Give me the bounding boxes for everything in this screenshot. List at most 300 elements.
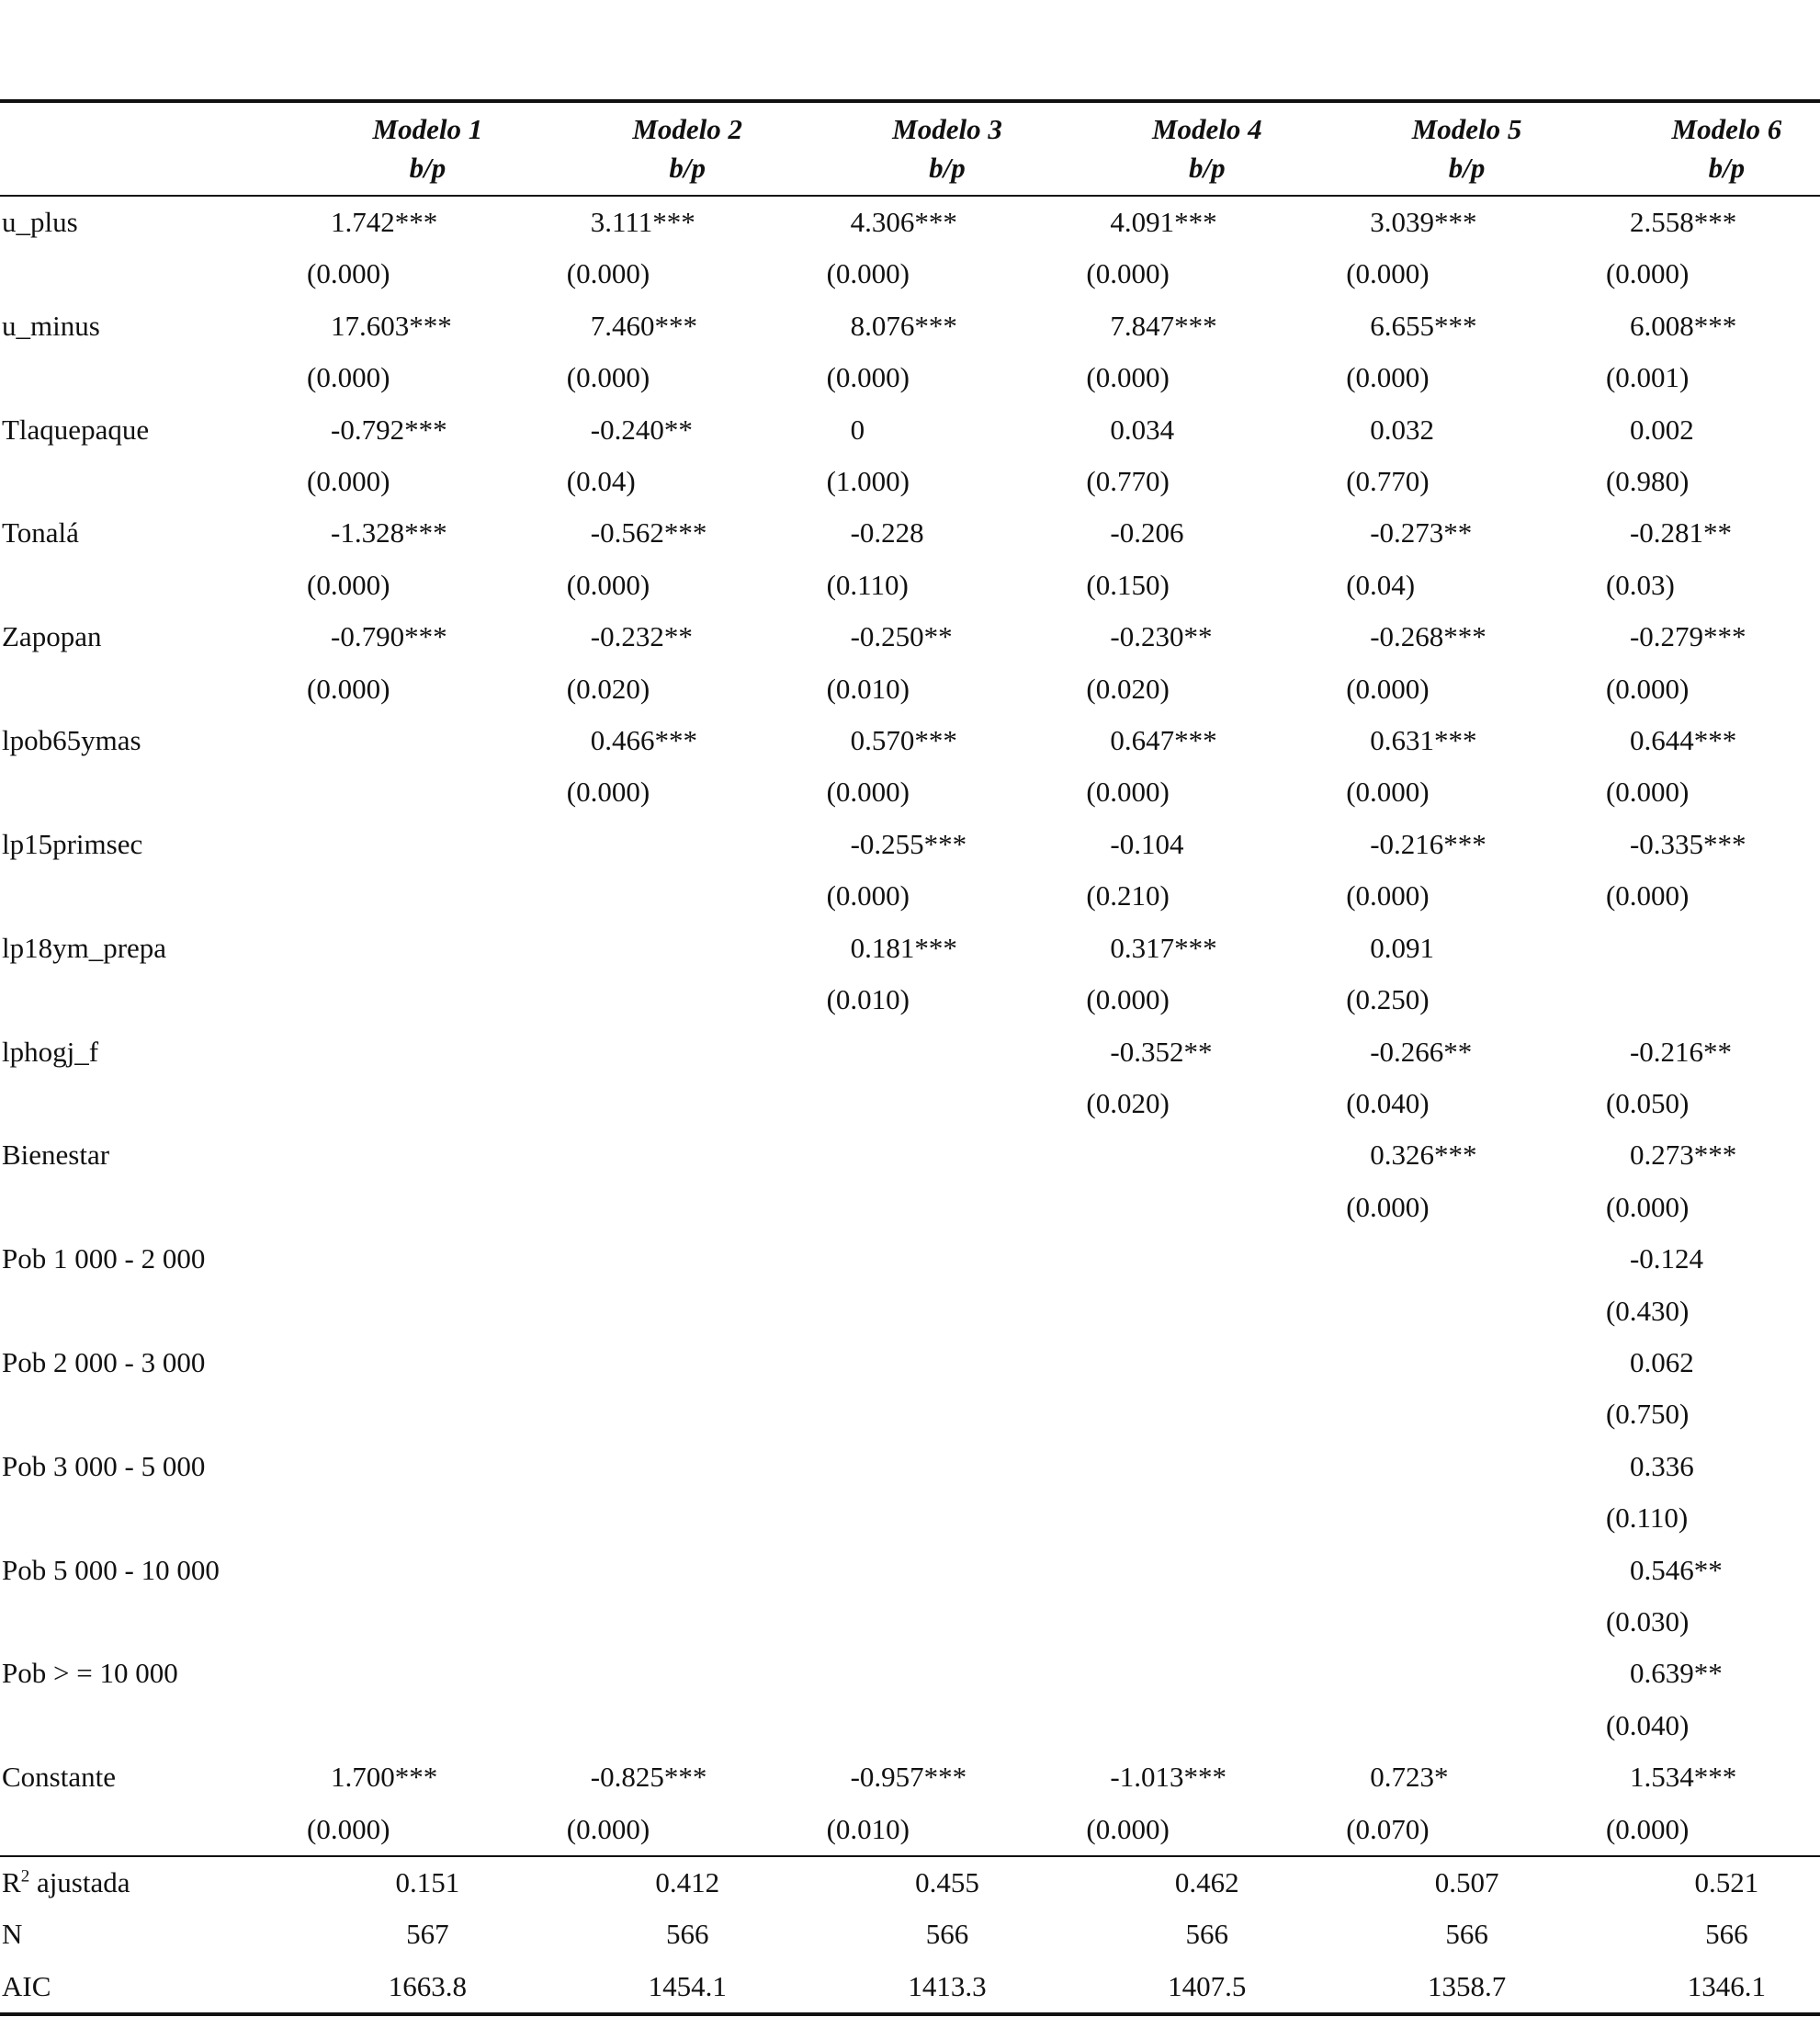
coefficient-cell: 0.644*** [1629, 724, 1737, 757]
pvalue-cell [818, 1492, 1078, 1544]
table-row-coefficient [0, 507, 1820, 559]
table-row-coefficient [0, 611, 1820, 663]
regression-table [0, 99, 1820, 2016]
stats-label-superscript: 2 [20, 1866, 30, 1887]
pvalue-cell [1337, 1700, 1597, 1751]
pvalue-cell [1077, 1596, 1337, 1648]
pvalue-cell [1337, 1596, 1597, 1648]
stats-value-cell: 0.412 [558, 1856, 818, 1909]
pvalue-cell [1077, 1182, 1337, 1233]
coefficient-cell: -0.825*** [590, 1761, 707, 1794]
pvalue-cell: (0.000) [1086, 983, 1170, 1016]
coefficient-cell: -0.230** [1110, 620, 1213, 653]
coefficient-cell: 17.603*** [331, 309, 452, 342]
coefficient-cell [1077, 1648, 1337, 1699]
header-model: Modelo 1 [298, 101, 558, 149]
pvalue-cell: (0.04) [566, 465, 636, 498]
pvalue-cell: (0.001) [1605, 361, 1690, 394]
coefficient-cell: -0.352** [1110, 1035, 1213, 1068]
pvalue-cell [298, 1700, 558, 1751]
pvalue-cell: (0.000) [826, 776, 910, 809]
table-row-pvalue [0, 1596, 1820, 1648]
pvalue-cell: (0.000) [566, 776, 650, 809]
pvalue-cell: (0.000) [1086, 361, 1170, 394]
pvalue-cell [298, 1182, 558, 1233]
table-row-coefficient [0, 1337, 1820, 1388]
row-label-blank [0, 1182, 298, 1233]
coefficient-cell: 0.032 [1370, 413, 1434, 446]
coefficient-cell: 7.460*** [590, 309, 698, 342]
pvalue-cell: (0.010) [826, 1812, 910, 1845]
pvalue-cell: (0.000) [307, 1812, 390, 1845]
table-row-pvalue [0, 1182, 1820, 1233]
coefficient-cell [818, 1545, 1078, 1596]
pvalue-cell: (0.000) [1346, 672, 1430, 705]
pvalue-cell: (0.750) [1605, 1398, 1690, 1431]
pvalue-cell: (0.770) [1086, 465, 1170, 498]
coefficient-cell [1337, 1441, 1597, 1492]
coefficient-cell: 0.317*** [1110, 931, 1217, 964]
pvalue-cell: (0.000) [307, 568, 390, 601]
row-label: u_plus [2, 206, 78, 238]
pvalue-cell: (0.210) [1086, 879, 1170, 912]
stats-value-cell: 567 [406, 1918, 449, 1951]
pvalue-cell: (0.000) [307, 672, 390, 705]
coefficient-cell [298, 1337, 558, 1388]
pvalue-cell: (0.020) [566, 672, 650, 705]
stats-value-cell: 0.521 [1597, 1856, 1820, 1909]
coefficient-cell: 0.546** [1629, 1553, 1723, 1586]
row-label-blank [0, 1804, 298, 1856]
row-label-blank [0, 248, 298, 300]
pvalue-cell: (0.040) [1346, 1086, 1430, 1119]
header-model: Modelo 4 [1077, 101, 1337, 149]
coefficient-cell [818, 1026, 1078, 1078]
pvalue-cell [818, 1700, 1078, 1751]
coefficient-cell: 3.039*** [1370, 206, 1477, 238]
table-row-pvalue [0, 456, 1820, 507]
coefficient-cell [818, 1441, 1078, 1492]
coefficient-cell [298, 923, 558, 974]
pvalue-cell [1077, 1286, 1337, 1337]
row-label-blank [0, 1492, 298, 1544]
table-row-pvalue [0, 248, 1820, 300]
pvalue-cell: (0.050) [1605, 1086, 1690, 1119]
header-model: Modelo 2 [558, 101, 818, 149]
coefficient-cell [1077, 1441, 1337, 1492]
coefficient-cell: 0.273*** [1629, 1139, 1737, 1172]
coefficient-cell [298, 1648, 558, 1699]
coefficient-cell: -0.232** [590, 620, 693, 653]
row-label-blank [0, 352, 298, 403]
pvalue-cell [818, 1286, 1078, 1337]
regression-table-container [0, 99, 1820, 2016]
coefficient-cell [1077, 1337, 1337, 1388]
coefficient-cell: 1.700*** [331, 1761, 438, 1794]
pvalue-cell [298, 1492, 558, 1544]
table-row-coefficient [0, 715, 1820, 766]
coefficient-cell: -0.562*** [590, 516, 707, 550]
row-label-blank [0, 1286, 298, 1337]
pvalue-cell: (0.430) [1605, 1294, 1690, 1327]
coefficient-cell: 6.655*** [1370, 309, 1477, 342]
table-row-coefficient [0, 819, 1820, 870]
row-label-blank [0, 1078, 298, 1129]
coefficient-cell: 6.008*** [1629, 309, 1737, 342]
coefficient-cell: 0.639** [1629, 1657, 1723, 1690]
row-label: Constante [2, 1761, 116, 1794]
pvalue-cell [298, 766, 558, 818]
coefficient-cell: 2.558*** [1629, 206, 1737, 238]
stats-label-rest: ajustada [29, 1866, 130, 1898]
table-row-pvalue [0, 1286, 1820, 1337]
header-model: Modelo 5 [1337, 101, 1597, 149]
coefficient-cell [298, 1545, 558, 1596]
coefficient-cell [1337, 1233, 1597, 1285]
coefficient-cell [1077, 1129, 1337, 1181]
row-label: Tlaquepaque [2, 413, 150, 446]
coefficient-cell [558, 819, 818, 870]
table-row-coefficient [0, 923, 1820, 974]
row-label: lp15primsec [2, 827, 143, 860]
row-label: Pob > = 10 000 [2, 1657, 178, 1690]
stats-value-cell: 1346.1 [1597, 1961, 1820, 2014]
pvalue-cell [1337, 1492, 1597, 1544]
pvalue-cell: (0.000) [1086, 257, 1170, 290]
pvalue-cell [1337, 1388, 1597, 1440]
header-subheader: b/p [1337, 149, 1597, 196]
pvalue-cell: (0.03) [1605, 568, 1675, 601]
coefficient-cell [298, 1129, 558, 1181]
pvalue-cell [558, 1388, 818, 1440]
coefficient-cell: -0.957*** [850, 1761, 967, 1794]
pvalue-cell [558, 1700, 818, 1751]
header-subheader: b/p [1077, 149, 1337, 196]
pvalue-cell: (0.150) [1086, 568, 1170, 601]
stats-value-cell: 566 [1445, 1918, 1488, 1951]
coefficient-cell: -0.790*** [331, 620, 447, 653]
pvalue-cell [558, 1492, 818, 1544]
pvalue-cell: (0.030) [1605, 1604, 1690, 1637]
stats-label [0, 1961, 298, 2014]
pvalue-cell: (0.250) [1346, 983, 1430, 1016]
stats-value-cell: 566 [1705, 1918, 1748, 1951]
pvalue-cell: (0.000) [826, 361, 910, 394]
coefficient-cell [558, 923, 818, 974]
coefficient-cell: 0 [850, 413, 865, 446]
coefficient-cell: -0.273** [1370, 516, 1473, 550]
stats-value-cell: 0.507 [1337, 1856, 1597, 1909]
pvalue-cell [298, 974, 558, 1025]
table-header [0, 101, 1820, 196]
header-subheader: b/p [558, 149, 818, 196]
row-label-blank [0, 1388, 298, 1440]
coefficient-cell [298, 1233, 558, 1285]
coefficient-cell [558, 1441, 818, 1492]
coefficient-cell: 1.742*** [331, 206, 438, 238]
header-row-models [0, 101, 1820, 149]
coefficient-cell: -1.328*** [331, 516, 447, 550]
pvalue-cell: (0.020) [1086, 672, 1170, 705]
pvalue-cell [818, 1388, 1078, 1440]
coefficient-cell: 0.723* [1370, 1761, 1449, 1794]
pvalue-cell: (0.000) [307, 465, 390, 498]
pvalue-cell: (0.000) [1605, 879, 1690, 912]
coefficient-cell: 0.002 [1629, 413, 1694, 446]
pvalue-cell: (0.000) [1605, 257, 1690, 290]
stats-label-main: AIC [2, 1969, 51, 2002]
stats-value-cell: 1454.1 [558, 1961, 818, 2014]
table-row-coefficient [0, 1233, 1820, 1285]
pvalue-cell [818, 1182, 1078, 1233]
coefficient-cell: 0.062 [1629, 1345, 1694, 1378]
coefficient-cell: -0.792*** [331, 413, 447, 446]
coefficient-cell [558, 1026, 818, 1078]
coefficient-cell: 0.091 [1370, 931, 1434, 964]
coefficient-cell [298, 819, 558, 870]
stats-value-cell: 566 [925, 1918, 969, 1951]
coefficient-cell: 0.034 [1110, 413, 1175, 446]
pvalue-cell [1337, 1286, 1597, 1337]
row-label: Pob 5 000 - 10 000 [2, 1553, 220, 1586]
coefficient-cell: -1.013*** [1110, 1761, 1227, 1794]
pvalue-cell: (0.010) [826, 672, 910, 705]
pvalue-cell [298, 870, 558, 922]
coefficient-cell: 7.847*** [1110, 309, 1217, 342]
coefficient-cell [1077, 1545, 1337, 1596]
coefficient-cell [558, 1545, 818, 1596]
coefficient-cell [558, 1648, 818, 1699]
pvalue-cell: (0.770) [1346, 465, 1430, 498]
stats-value-cell: 1358.7 [1337, 1961, 1597, 2014]
stats-value-cell: 1407.5 [1077, 1961, 1337, 2014]
stats-value-cell: 566 [665, 1918, 709, 1951]
row-label: u_minus [2, 309, 100, 342]
pvalue-cell [1077, 1388, 1337, 1440]
pvalue-cell: (0.000) [1346, 361, 1430, 394]
pvalue-cell [818, 1078, 1078, 1129]
row-label: Pob 2 000 - 3 000 [2, 1345, 206, 1378]
pvalue-cell: (0.000) [566, 568, 650, 601]
table-row-pvalue [0, 1492, 1820, 1544]
coefficient-cell [1337, 1648, 1597, 1699]
pvalue-cell [558, 1182, 818, 1233]
coefficient-cell [1337, 1545, 1597, 1596]
stats-label [0, 1856, 298, 1909]
pvalue-cell: (0.980) [1605, 465, 1690, 498]
pvalue-cell: (0.04) [1346, 568, 1416, 601]
coefficient-cell: -0.266** [1370, 1035, 1473, 1068]
coefficient-cell: -0.104 [1110, 827, 1184, 860]
pvalue-cell [558, 1078, 818, 1129]
coefficient-cell: -0.240** [590, 413, 693, 446]
header-subheader: b/p [1597, 149, 1820, 196]
coefficient-cell: 0.326*** [1370, 1139, 1477, 1172]
row-label: Tonalá [2, 516, 79, 550]
stats-row [0, 1856, 1820, 1909]
header-row-subheader [0, 149, 1820, 196]
row-label: Zapopan [2, 620, 102, 653]
row-label-blank [0, 974, 298, 1025]
coefficient-cell: 0.570*** [850, 724, 957, 757]
stats-row [0, 1961, 1820, 2014]
table-row-pvalue [0, 870, 1820, 922]
pvalue-cell: (0.000) [1346, 1190, 1430, 1223]
row-label: Pob 3 000 - 5 000 [2, 1449, 206, 1482]
row-label-blank [0, 766, 298, 818]
stats-label [0, 1909, 298, 1960]
pvalue-cell: (0.020) [1086, 1086, 1170, 1119]
pvalue-cell: (0.000) [1086, 776, 1170, 809]
pvalue-cell: (0.000) [1346, 776, 1430, 809]
pvalue-cell: (0.070) [1346, 1812, 1430, 1845]
coefficient-cell: -0.335*** [1629, 827, 1747, 860]
coefficient-cell: 8.076*** [850, 309, 957, 342]
pvalue-cell [818, 1596, 1078, 1648]
table-row-pvalue [0, 663, 1820, 715]
coefficient-cell [558, 1233, 818, 1285]
table-row-pvalue [0, 766, 1820, 818]
table-row-coefficient [0, 404, 1820, 456]
coefficient-cell: 4.306*** [850, 206, 957, 238]
header-model: Modelo 3 [818, 101, 1078, 149]
pvalue-cell: (1.000) [826, 465, 910, 498]
table-row-pvalue [0, 560, 1820, 611]
pvalue-cell [1077, 1700, 1337, 1751]
pvalue-cell: (0.000) [1346, 879, 1430, 912]
table-row-pvalue [0, 974, 1820, 1025]
table-row-pvalue [0, 1804, 1820, 1856]
coefficient-cell: 0.647*** [1110, 724, 1217, 757]
pvalue-cell: (0.000) [566, 1812, 650, 1845]
coefficient-cell [298, 715, 558, 766]
row-label-blank [0, 456, 298, 507]
pvalue-cell [558, 1286, 818, 1337]
pvalue-cell [1597, 974, 1820, 1025]
pvalue-cell: (0.110) [826, 568, 909, 601]
table-row-coefficient [0, 1026, 1820, 1078]
pvalue-cell: (0.000) [826, 879, 910, 912]
table-row-coefficient [0, 1441, 1820, 1492]
coefficient-cell: -0.206 [1110, 516, 1184, 550]
header-blank [0, 149, 298, 196]
pvalue-cell: (0.000) [566, 257, 650, 290]
stats-value-cell: 0.151 [298, 1856, 558, 1909]
coefficient-cell: -0.268*** [1370, 620, 1487, 653]
pvalue-cell [298, 1388, 558, 1440]
coefficient-cell: -0.216*** [1370, 827, 1487, 860]
coefficient-cell: -0.216** [1629, 1035, 1733, 1068]
pvalue-cell: (0.000) [1605, 1190, 1690, 1223]
coefficient-cell: 0.336 [1629, 1449, 1694, 1482]
coefficient-cell [1597, 923, 1820, 974]
row-label-blank [0, 560, 298, 611]
stats-label-main: N [2, 1918, 23, 1951]
table-row-coefficient [0, 196, 1820, 248]
coefficient-cell: 1.534*** [1629, 1761, 1737, 1794]
coefficient-cell [818, 1337, 1078, 1388]
row-label-blank [0, 870, 298, 922]
row-label: Pob 1 000 - 2 000 [2, 1242, 206, 1275]
coefficient-cell [1077, 1233, 1337, 1285]
pvalue-cell [558, 1596, 818, 1648]
table-row-coefficient [0, 1751, 1820, 1803]
row-label: lphogj_f [2, 1035, 99, 1068]
pvalue-cell [558, 870, 818, 922]
pvalue-cell: (0.000) [1605, 776, 1690, 809]
header-blank [0, 101, 298, 149]
coefficient-cell [558, 1337, 818, 1388]
stats-label-main: R [2, 1866, 21, 1898]
coefficient-cell: -0.279*** [1629, 620, 1747, 653]
table-body [0, 196, 1820, 1856]
pvalue-cell [298, 1078, 558, 1129]
row-label: lp18ym_prepa [2, 931, 167, 964]
table-row-pvalue [0, 352, 1820, 403]
coefficient-cell [298, 1441, 558, 1492]
pvalue-cell: (0.000) [566, 361, 650, 394]
table-row-coefficient [0, 1129, 1820, 1181]
coefficient-cell: 4.091*** [1110, 206, 1217, 238]
coefficient-cell: -0.228 [850, 516, 924, 550]
pvalue-cell: (0.010) [826, 983, 910, 1016]
pvalue-cell: (0.110) [1605, 1501, 1689, 1535]
pvalue-cell [298, 1286, 558, 1337]
table-row-pvalue [0, 1078, 1820, 1129]
pvalue-cell: (0.000) [307, 361, 390, 394]
stats-value-cell: 566 [1185, 1918, 1229, 1951]
pvalue-cell: (0.000) [1086, 1812, 1170, 1845]
stats-row [0, 1909, 1820, 1960]
coefficient-cell [818, 1648, 1078, 1699]
table-row-pvalue [0, 1388, 1820, 1440]
coefficient-cell [818, 1233, 1078, 1285]
table-stats [0, 1856, 1820, 2014]
row-label: lpob65ymas [2, 724, 141, 757]
coefficient-cell: 0.631*** [1370, 724, 1477, 757]
table-row-coefficient [0, 1648, 1820, 1699]
coefficient-cell [1337, 1337, 1597, 1388]
coefficient-cell: -0.281** [1629, 516, 1733, 550]
coefficient-cell [298, 1026, 558, 1078]
row-label-blank [0, 1700, 298, 1751]
table-row-coefficient [0, 300, 1820, 352]
coefficient-cell: 0.466*** [590, 724, 698, 757]
stats-value-cell: 1663.8 [298, 1961, 558, 2014]
header-subheader: b/p [818, 149, 1078, 196]
stats-value-cell: 1413.3 [818, 1961, 1078, 2014]
pvalue-cell [558, 974, 818, 1025]
coefficient-cell: 0.181*** [850, 931, 957, 964]
pvalue-cell: (0.000) [1605, 1812, 1690, 1845]
pvalue-cell [298, 1596, 558, 1648]
header-subheader: b/p [298, 149, 558, 196]
stats-value-cell: 0.455 [818, 1856, 1078, 1909]
coefficient-cell: -0.250** [850, 620, 953, 653]
coefficient-cell: -0.124 [1629, 1242, 1704, 1275]
pvalue-cell [1077, 1492, 1337, 1544]
coefficient-cell [558, 1129, 818, 1181]
pvalue-cell: (0.000) [826, 257, 910, 290]
pvalue-cell: (0.040) [1605, 1708, 1690, 1741]
pvalue-cell: (0.000) [1605, 672, 1690, 705]
stats-value-cell: 0.462 [1077, 1856, 1337, 1909]
coefficient-cell: -0.255*** [850, 827, 967, 860]
pvalue-cell: (0.000) [307, 257, 390, 290]
row-label-blank [0, 663, 298, 715]
table-row-pvalue [0, 1700, 1820, 1751]
coefficient-cell: 3.111*** [590, 206, 695, 238]
